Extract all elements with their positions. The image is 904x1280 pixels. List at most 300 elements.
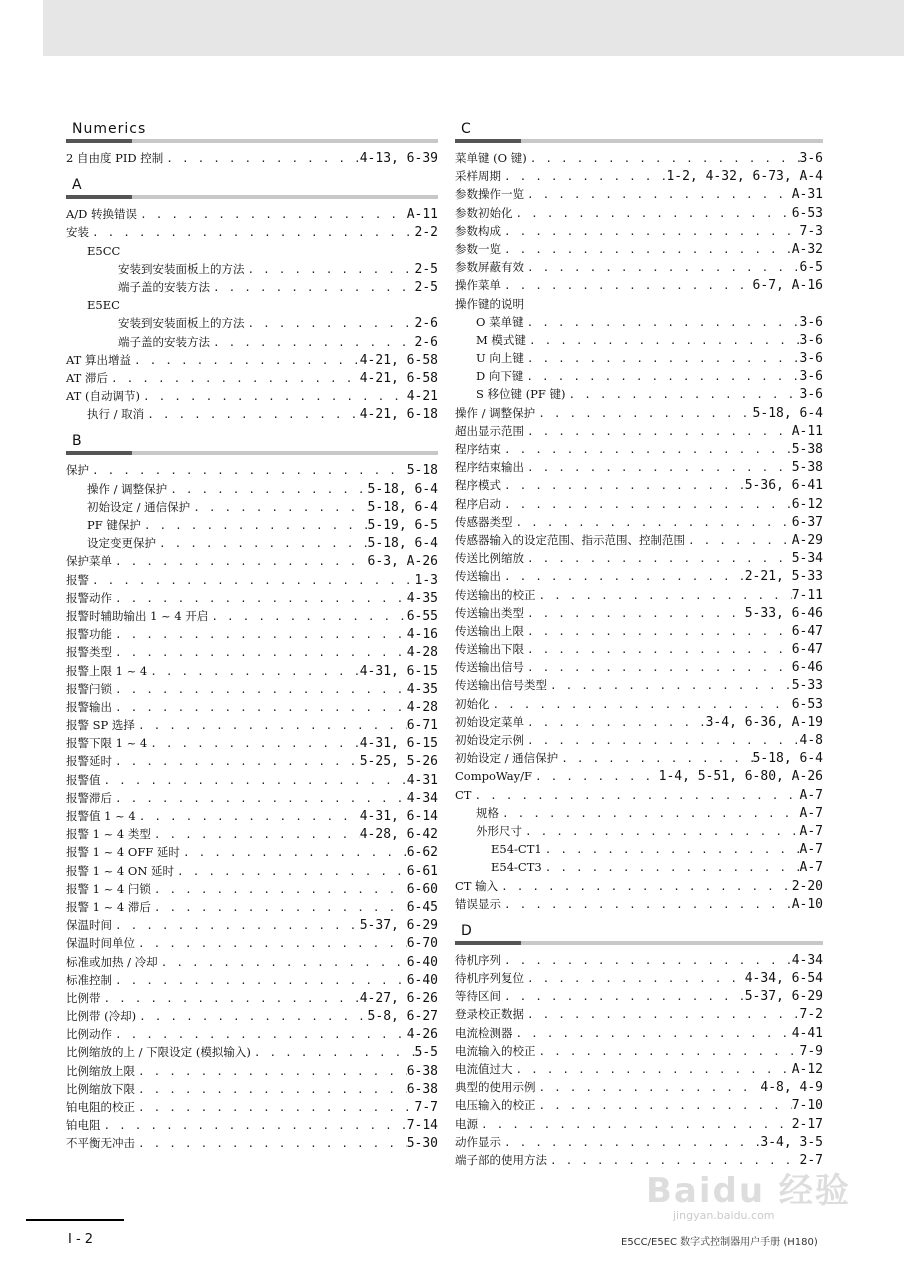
section-heading: B: [72, 433, 83, 450]
index-entry-label: 操作 / 调整保护: [455, 405, 536, 420]
dot-leader: [135, 1099, 415, 1117]
header-bar: [43, 0, 904, 56]
dot-leader: [498, 878, 792, 896]
index-entry: [455, 1115, 823, 1133]
index-entry: [455, 1133, 823, 1151]
index-entry-page: 5-38: [791, 442, 823, 457]
index-entry: [66, 205, 438, 223]
index-entry-page: 5-18, 6-4: [752, 405, 823, 421]
index-entry-page: 4-31, 6-14: [359, 809, 438, 824]
dot-leader: [542, 841, 800, 859]
index-entry: [455, 513, 823, 531]
index-entry-label: 端子部的使用方法: [455, 1152, 547, 1167]
index-entry-label: 电流检测器: [455, 1025, 513, 1040]
section-heading: D: [461, 922, 473, 939]
index-entry-page: 5-33, 6-46: [744, 605, 823, 621]
index-entry-page: 5-33: [791, 678, 823, 694]
index-entry-page: 2-6: [414, 316, 438, 332]
index-entry-label: 保温时间: [66, 918, 112, 933]
index-entry-page: 4-26: [406, 1027, 438, 1043]
index-entry-page: 6-3, A-26: [367, 554, 438, 570]
index-entry-label: 执行 / 取消: [87, 407, 145, 422]
index-entry: [455, 440, 823, 458]
index-entry-page: 6-5: [799, 260, 823, 276]
dot-leader: [501, 1134, 760, 1152]
index-entry-page: 6-38: [406, 1063, 438, 1079]
index-entry: [455, 951, 823, 969]
index-entry: [66, 1080, 438, 1098]
dot-leader: [112, 626, 407, 644]
dot-leader: [101, 990, 360, 1008]
index-entry: [455, 276, 823, 294]
index-entry-page: 6-12: [791, 496, 823, 512]
dot-leader: [136, 808, 360, 826]
index-entry-label: U 向上键: [476, 351, 524, 366]
index-entry: [455, 313, 823, 331]
index-entry-page: A-12: [791, 1062, 823, 1077]
index-entry-page: 4-27, 6-26: [359, 990, 438, 1006]
index-entry-label: 保温时间单位: [66, 936, 135, 951]
index-entry-label: 传送比例缩放: [455, 551, 524, 566]
dot-leader: [131, 352, 360, 370]
index-entry-label: A/D 转换错误: [66, 207, 138, 222]
index-entry: [455, 767, 823, 785]
index-entry-page: 4-21, 6-18: [359, 407, 438, 423]
index-entry-label: E5EC: [87, 298, 120, 313]
dot-leader: [135, 1135, 407, 1153]
dot-leader: [210, 334, 415, 352]
index-entry-label: 保护菜单: [66, 554, 112, 569]
index-entry-page: 6-55: [406, 608, 438, 624]
index-entry: [66, 589, 438, 607]
index-entry: [66, 880, 438, 898]
index-entry: [66, 552, 438, 570]
dot-leader: [558, 750, 752, 768]
index-entry-label: PF 键保护: [87, 518, 141, 532]
index-entry-page: A-10: [791, 896, 823, 912]
index-entry: [455, 567, 823, 585]
index-entry-label: 参数初始化: [455, 205, 513, 220]
index-entry-label: 安装到安装面板上的方法: [118, 316, 245, 331]
index-entry-label: 传送输出信号类型: [455, 678, 547, 693]
index-entry-page: 5-18: [406, 463, 438, 479]
index-entry-label: 初始设定菜单: [455, 714, 524, 729]
index-entry-label: 操作菜单: [455, 278, 501, 293]
index-entry-page: 3-4, 3-5: [760, 1134, 823, 1150]
index-entry-page: 5-25, 5-26: [359, 754, 438, 770]
index-entry: [66, 387, 438, 405]
index-entry-page: 4-34: [406, 790, 438, 806]
index-entry: [66, 716, 438, 734]
index-entry-page: 2-5: [414, 279, 438, 295]
index-entry-label: E54-CT3: [491, 860, 542, 875]
index-entry-page: 3-6: [799, 151, 823, 166]
index-entry-label: 待机序列复位: [455, 971, 524, 986]
section-heading: A: [72, 177, 83, 194]
index-entry-page: 4-21: [406, 389, 438, 405]
index-entry-label: 传感器输入的设定范围、指示范围、控制范围: [455, 532, 685, 547]
index-entry-page: 5-18, 6-4: [367, 536, 438, 552]
index-entry-label: 设定变更保护: [87, 536, 156, 551]
dot-leader: [478, 1116, 792, 1134]
index-entry-page: 6-60: [406, 881, 438, 897]
dot-leader: [101, 1117, 407, 1135]
index-entry-label: 报警 1 ~ 4 滞后: [66, 899, 151, 914]
index-entry: [455, 658, 823, 676]
dot-leader: [144, 406, 360, 424]
baidu-watermark-logo: Baidu 经验: [646, 1171, 851, 1211]
index-entry: [455, 969, 823, 987]
index-entry-page: A-7: [799, 787, 823, 803]
index-entry: [455, 804, 823, 822]
page-number: I - 2: [68, 1232, 94, 1247]
index-entry-label: AT 算出增益: [66, 352, 132, 367]
index-entry-label: S 移位键 (PF 键): [476, 387, 566, 402]
dot-leader: [524, 1006, 800, 1024]
dot-leader: [524, 314, 800, 332]
dot-leader: [524, 605, 745, 623]
dot-leader: [147, 735, 359, 753]
dot-leader: [112, 553, 368, 571]
index-entry-page: A-29: [791, 532, 823, 548]
index-entry-page: 4-28, 6-42: [359, 827, 438, 843]
dot-leader: [536, 1043, 800, 1061]
dot-leader: [566, 386, 800, 404]
dot-leader: [524, 659, 792, 677]
index-entry-page: 6-37: [791, 514, 823, 530]
index-entry-page: 5-18, 6-4: [367, 499, 438, 515]
dot-leader: [112, 644, 407, 662]
index-entry: [66, 1116, 438, 1134]
index-entry-label: 错误显示: [455, 896, 501, 911]
dot-leader: [112, 699, 407, 717]
dot-leader: [685, 532, 792, 550]
dot-leader: [501, 988, 745, 1006]
dot-leader: [524, 714, 706, 732]
index-entry-label: 参数一览: [455, 241, 501, 256]
dot-leader: [208, 608, 406, 626]
index-entry-page: A-7: [799, 842, 823, 858]
manual-title: E5CC/E5EC 数字式控制器用户手册 (H180): [621, 1237, 818, 1248]
index-entry-label: 初始设定 / 通信保护: [87, 499, 191, 514]
index-entry-page: 1-4, 5-51, 6-80, A-26: [658, 769, 823, 785]
index-entry-page: 5-38: [791, 460, 823, 476]
index-entry-label: 不平衡无冲击: [66, 1136, 135, 1151]
index-entry-label: 电流值过大: [455, 1062, 513, 1076]
index-entry: [455, 531, 823, 549]
index-entry-label: 报警 1 ~ 4 类型: [66, 827, 151, 842]
index-entry: [66, 680, 438, 698]
index-entry-page: 2-17: [791, 1116, 823, 1132]
index-entry: [455, 1042, 823, 1060]
index-entry-label: 2 自由度 PID 控制: [66, 151, 164, 165]
index-entry-page: A-7: [799, 860, 823, 876]
index-entry-label: 电压输入的校正: [455, 1098, 536, 1113]
index-entry-page: 2-2: [414, 225, 438, 241]
index-entry-page: 6-40: [406, 972, 438, 988]
index-entry-label: 标准控制: [66, 972, 112, 987]
index-entry-page: 3-6: [799, 332, 823, 348]
index-entry: [455, 1078, 823, 1096]
dot-leader: [513, 1061, 792, 1079]
index-entry-label: 等待区间: [455, 989, 501, 1004]
dot-leader: [501, 277, 753, 295]
index-entry-label: 报警类型: [66, 645, 112, 660]
index-entry-label: 规格: [476, 805, 499, 820]
dot-leader: [536, 587, 792, 605]
dot-leader: [112, 917, 360, 935]
index-entry: [66, 971, 438, 989]
index-entry-page: 5-30: [406, 1136, 438, 1152]
index-entry-page: 6-7, A-16: [752, 278, 823, 294]
index-entry-list: [455, 149, 823, 913]
baidu-watermark-url: jingyan.baidu.com: [673, 1209, 775, 1222]
index-entry-label: E5CC: [87, 243, 121, 258]
dot-leader: [542, 859, 800, 877]
dot-leader: [180, 844, 407, 862]
index-entry-page: 7-2: [799, 1007, 823, 1023]
index-entry-label: 报警: [66, 572, 89, 587]
index-entry: [66, 1098, 438, 1116]
dot-leader: [501, 223, 800, 241]
index-entry: [455, 1005, 823, 1023]
dot-leader: [112, 681, 407, 699]
index-entry: [455, 640, 823, 658]
index-entry-page: 6-40: [406, 954, 438, 970]
index-entry: [455, 458, 823, 476]
index-entry-label: CT: [455, 787, 472, 802]
index-entry-label: 报警下限 1 ~ 4: [66, 736, 148, 751]
index-entry-label: 初始设定示例: [455, 733, 524, 747]
index-entry: [66, 351, 438, 369]
index-entry-page: 2-5: [414, 261, 438, 277]
index-entry-label: CT 输入: [455, 878, 499, 893]
dot-leader: [499, 805, 800, 823]
index-entry: [455, 786, 823, 804]
dot-leader: [89, 572, 415, 590]
dot-leader: [112, 790, 407, 808]
index-entry-label: 比例缩放的上 / 下限设定 (模拟输入): [66, 1045, 251, 1060]
index-entry: [66, 149, 438, 167]
dot-leader: [251, 1044, 415, 1062]
dot-leader: [136, 1008, 367, 1026]
index-entry-label: 安装: [66, 225, 89, 240]
index-entry-page: 4-31, 6-15: [359, 663, 438, 679]
index-entry-label: 报警 1 ~ 4 闩锁: [66, 881, 151, 896]
index-entry-page: A-31: [791, 187, 823, 203]
section-heading: C: [461, 121, 472, 137]
index-entry-page: 4-8: [799, 733, 823, 748]
dot-leader: [501, 477, 745, 495]
dot-leader: [524, 641, 792, 659]
index-entry-label: 报警上限 1 ~ 4: [66, 663, 148, 678]
dot-leader: [526, 332, 800, 350]
index-entry-list: [66, 205, 438, 423]
index-entry: [455, 840, 823, 858]
index-entry-label: 比例动作: [66, 1027, 112, 1042]
index-entry-list: [455, 951, 823, 1169]
index-entry-page: 7-11: [791, 587, 823, 603]
dot-leader: [156, 535, 368, 553]
dot-leader: [151, 899, 407, 917]
dot-leader: [141, 517, 368, 535]
index-entry: [66, 862, 438, 880]
index-entry-page: 1-2, 4-32, 6-73, A-4: [666, 169, 823, 185]
section-rule: [66, 139, 438, 143]
dot-leader: [524, 186, 792, 204]
dot-leader: [527, 150, 800, 168]
index-entry: [66, 825, 438, 843]
index-entry-page: 3-4, 6-36, A-19: [705, 714, 823, 730]
index-entry: [455, 604, 823, 622]
index-entry-label: 传送输出信号: [455, 660, 524, 675]
dot-leader: [174, 863, 407, 881]
index-entry: [66, 405, 438, 423]
index-entry: [66, 607, 438, 625]
index-entry: [66, 296, 438, 314]
index-entry-label: 动作显示: [455, 1134, 501, 1149]
index-entry-page: 7-7: [414, 1100, 438, 1115]
index-entry: [66, 752, 438, 770]
dot-leader: [245, 261, 415, 279]
dot-leader: [137, 206, 407, 224]
dot-leader: [245, 315, 415, 333]
index-entry: [455, 422, 823, 440]
index-entry: [66, 662, 438, 680]
index-entry-page: 1-3: [414, 572, 438, 588]
index-entry-label: 菜单键 (O 键): [455, 151, 527, 165]
index-entry-label: 传送输出的校正: [455, 587, 536, 602]
dot-leader: [535, 405, 752, 423]
index-entry: [66, 333, 438, 351]
index-entry-label: 程序模式: [455, 478, 501, 493]
index-entry-page: 4-28: [406, 645, 438, 661]
section-heading: Numerics: [72, 121, 147, 137]
index-entry: [455, 822, 823, 840]
index-entry-page: A-11: [406, 207, 438, 223]
dot-leader: [523, 368, 799, 386]
index-entry-label: 报警 1 ~ 4 ON 延时: [66, 863, 175, 878]
index-entry-label: 待机序列: [455, 952, 501, 967]
dot-leader: [151, 826, 360, 844]
index-entry-label: O 菜单键: [476, 314, 524, 329]
index-entry-label: CompoWay/F: [455, 769, 532, 784]
index-entry-label: 报警闩锁: [66, 681, 112, 696]
index-entry-page: 7-3: [799, 223, 823, 239]
index-entry-label: 参数屏蔽有效: [455, 260, 524, 275]
index-entry-page: A-7: [799, 805, 823, 821]
index-entry: [66, 789, 438, 807]
index-entry: [66, 843, 438, 861]
index-entry: [455, 149, 823, 167]
index-entry-page: 6-47: [791, 623, 823, 639]
index-entry-page: 2-21, 5-33: [744, 569, 823, 585]
dot-leader: [135, 935, 407, 953]
index-entry: [66, 771, 438, 789]
index-entry-page: 3-6: [799, 314, 823, 330]
index-entry-label: 传感器类型: [455, 514, 513, 529]
index-entry-label: 外形尺寸: [476, 823, 522, 838]
index-column-left: [66, 118, 438, 1160]
index-entry: [66, 1043, 438, 1061]
index-entry-label: 操作 / 调整保护: [87, 481, 168, 496]
index-entry-page: 6-38: [406, 1081, 438, 1097]
index-entry-page: 5-8, 6-27: [367, 1009, 438, 1025]
dot-leader: [490, 696, 792, 714]
dot-leader: [524, 423, 792, 441]
index-entry-label: 端子盖的安装方法: [118, 279, 210, 294]
dot-leader: [147, 663, 359, 681]
index-entry-page: 6-70: [406, 936, 438, 952]
index-entry: [66, 734, 438, 752]
index-entry-label: 安装到安装面板上的方法: [118, 261, 245, 276]
index-entry-label: 登录校正数据: [455, 1007, 524, 1022]
index-entry: [66, 989, 438, 1007]
index-entry-label: 报警 1 ~ 4 OFF 延时: [66, 845, 180, 860]
dot-leader: [501, 568, 745, 586]
index-entry-label: 传送输出上限: [455, 623, 524, 638]
index-entry: [455, 167, 823, 185]
index-entry: [66, 516, 438, 534]
index-entry: [66, 242, 438, 260]
index-entry-page: 3-6: [799, 351, 823, 367]
index-entry-page: 2-20: [791, 878, 823, 894]
section-rule: [455, 941, 823, 945]
index-entry: [455, 1024, 823, 1042]
index-entry-page: 5-36, 6-41: [744, 478, 823, 494]
index-entry: [66, 934, 438, 952]
dot-leader: [501, 952, 792, 970]
index-entry-page: 5-37, 6-29: [744, 989, 823, 1005]
section-rule: [66, 451, 438, 455]
index-entry: [455, 404, 823, 422]
section-rule: [455, 139, 823, 143]
index-entry: [455, 749, 823, 767]
dot-leader: [524, 970, 745, 988]
index-entry-page: 3-6: [799, 387, 823, 403]
index-entry-page: 4-35: [406, 681, 438, 697]
index-entry: [66, 1134, 438, 1152]
dot-leader: [524, 550, 792, 568]
index-entry-page: 6-46: [791, 660, 823, 676]
index-entry: [455, 258, 823, 276]
dot-leader: [513, 205, 792, 223]
index-entry-label: 超出显示范围: [455, 423, 524, 438]
dot-leader: [101, 772, 407, 790]
index-entry: [455, 877, 823, 895]
index-entry-page: 4-21, 6-58: [359, 352, 438, 368]
dot-leader: [501, 896, 792, 914]
index-entry-label: 比例带: [66, 990, 101, 1005]
index-entry: [66, 916, 438, 934]
dot-leader: [135, 1081, 407, 1099]
index-entry-page: 7-14: [406, 1118, 438, 1134]
index-entry-page: 4-13, 6-39: [359, 151, 438, 166]
index-entry-label: 比例缩放上限: [66, 1063, 135, 1078]
index-entry-label: 参数构成: [455, 223, 501, 238]
index-entry: [66, 807, 438, 825]
index-entry-label: 采样周期: [455, 169, 501, 184]
index-entry: [455, 895, 823, 913]
index-entry-label: 电源: [455, 1116, 478, 1131]
index-entry-label: 报警时辅助输出 1 ~ 4 开启: [66, 608, 209, 623]
index-entry-page: 5-18, 6-4: [367, 481, 438, 497]
dot-leader: [532, 768, 659, 786]
index-entry-label: 报警输出: [66, 699, 112, 714]
index-entry-page: 4-31, 6-15: [359, 736, 438, 752]
dot-leader: [112, 590, 407, 608]
dot-leader: [501, 241, 792, 259]
